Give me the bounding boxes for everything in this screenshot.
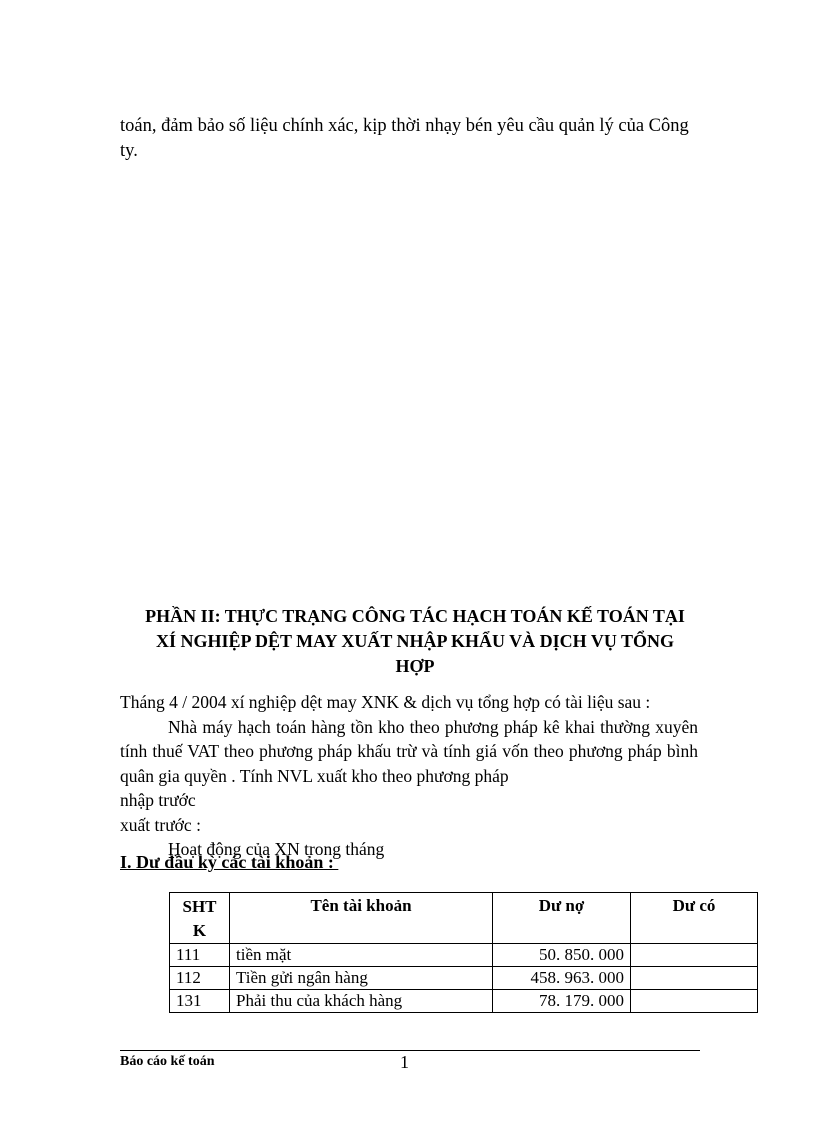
cell-shtk: 111 bbox=[170, 944, 230, 967]
intro-line-2: ty. bbox=[120, 141, 138, 161]
table-row bbox=[170, 944, 758, 967]
body-paragraph-2: Nhà máy hạch toán hàng tồn kho theo phương pháp kê khai thường xuyên tính thuế VAT theo phương pháp khấu trừ và tính giá vốn theo phương pháp bình quân gia quyền . Tính NVL xuất kho theo phương pháp bbox=[120, 716, 698, 786]
table-row bbox=[170, 990, 758, 1013]
cell-credit bbox=[631, 967, 758, 990]
cell-account-name: Tiền gửi ngân hàng bbox=[230, 967, 493, 990]
cell-shtk: 112 bbox=[170, 967, 230, 990]
intro-line-1: toán, đảm bảo số liệu chính xác, kịp thời nhạy bén yêu cầu quản lý của Công bbox=[120, 116, 689, 136]
body-text bbox=[120, 690, 698, 862]
footer-divider bbox=[120, 1050, 700, 1051]
cell-account-name: tiền mặt bbox=[230, 944, 493, 967]
cell-credit bbox=[631, 990, 758, 1013]
cell-shtk: 131 bbox=[170, 990, 230, 1013]
header-account-name: Tên tài khoản bbox=[230, 893, 493, 944]
table-row bbox=[170, 967, 758, 990]
header-shtk-top: SHT bbox=[182, 897, 217, 916]
intro-paragraph bbox=[120, 114, 700, 164]
heading-line-3: HỢP bbox=[395, 656, 435, 676]
cell-account-name: Phải thu của khách hàng bbox=[230, 990, 493, 1013]
section-heading bbox=[110, 604, 720, 679]
header-shtk-bottom: K bbox=[192, 921, 207, 940]
body-paragraph-3: xuất trước : bbox=[120, 814, 201, 835]
section-title: I. Dư đầu kỳ các tài khoản : bbox=[120, 852, 339, 872]
header-debit: Dư nợ bbox=[493, 893, 631, 944]
cell-debit: 458. 963. 000 bbox=[493, 967, 631, 990]
accounts-table bbox=[169, 892, 758, 1013]
body-paragraph-1: Tháng 4 / 2004 xí nghiệp dệt may XNK & dịch vụ tổng hợp có tài liệu sau : bbox=[120, 692, 651, 712]
cell-debit: 50. 850. 000 bbox=[493, 944, 631, 967]
heading-line-1: PHẦN II: THỰC TRẠNG CÔNG TÁC HẠCH TOÁN KẾ TOÁN TẠI bbox=[145, 606, 685, 626]
heading-line-2: XÍ NGHIỆP DỆT MAY XUẤT NHẬP KHẨU VÀ DỊCH VỤ TỔNG bbox=[155, 631, 675, 651]
page-number: 1 bbox=[400, 1052, 409, 1072]
table-header-row bbox=[170, 893, 758, 944]
body-paragraph-4: Hoạt động của XN trong tháng bbox=[168, 839, 385, 859]
body-paragraph-2-end: nhập trước bbox=[120, 790, 196, 810]
header-shtk bbox=[170, 893, 230, 944]
cell-credit bbox=[631, 944, 758, 967]
header-credit: Dư có bbox=[631, 893, 758, 944]
footer-report-title: Báo cáo kế toán bbox=[120, 1054, 215, 1069]
cell-debit: 78. 179. 000 bbox=[493, 990, 631, 1013]
